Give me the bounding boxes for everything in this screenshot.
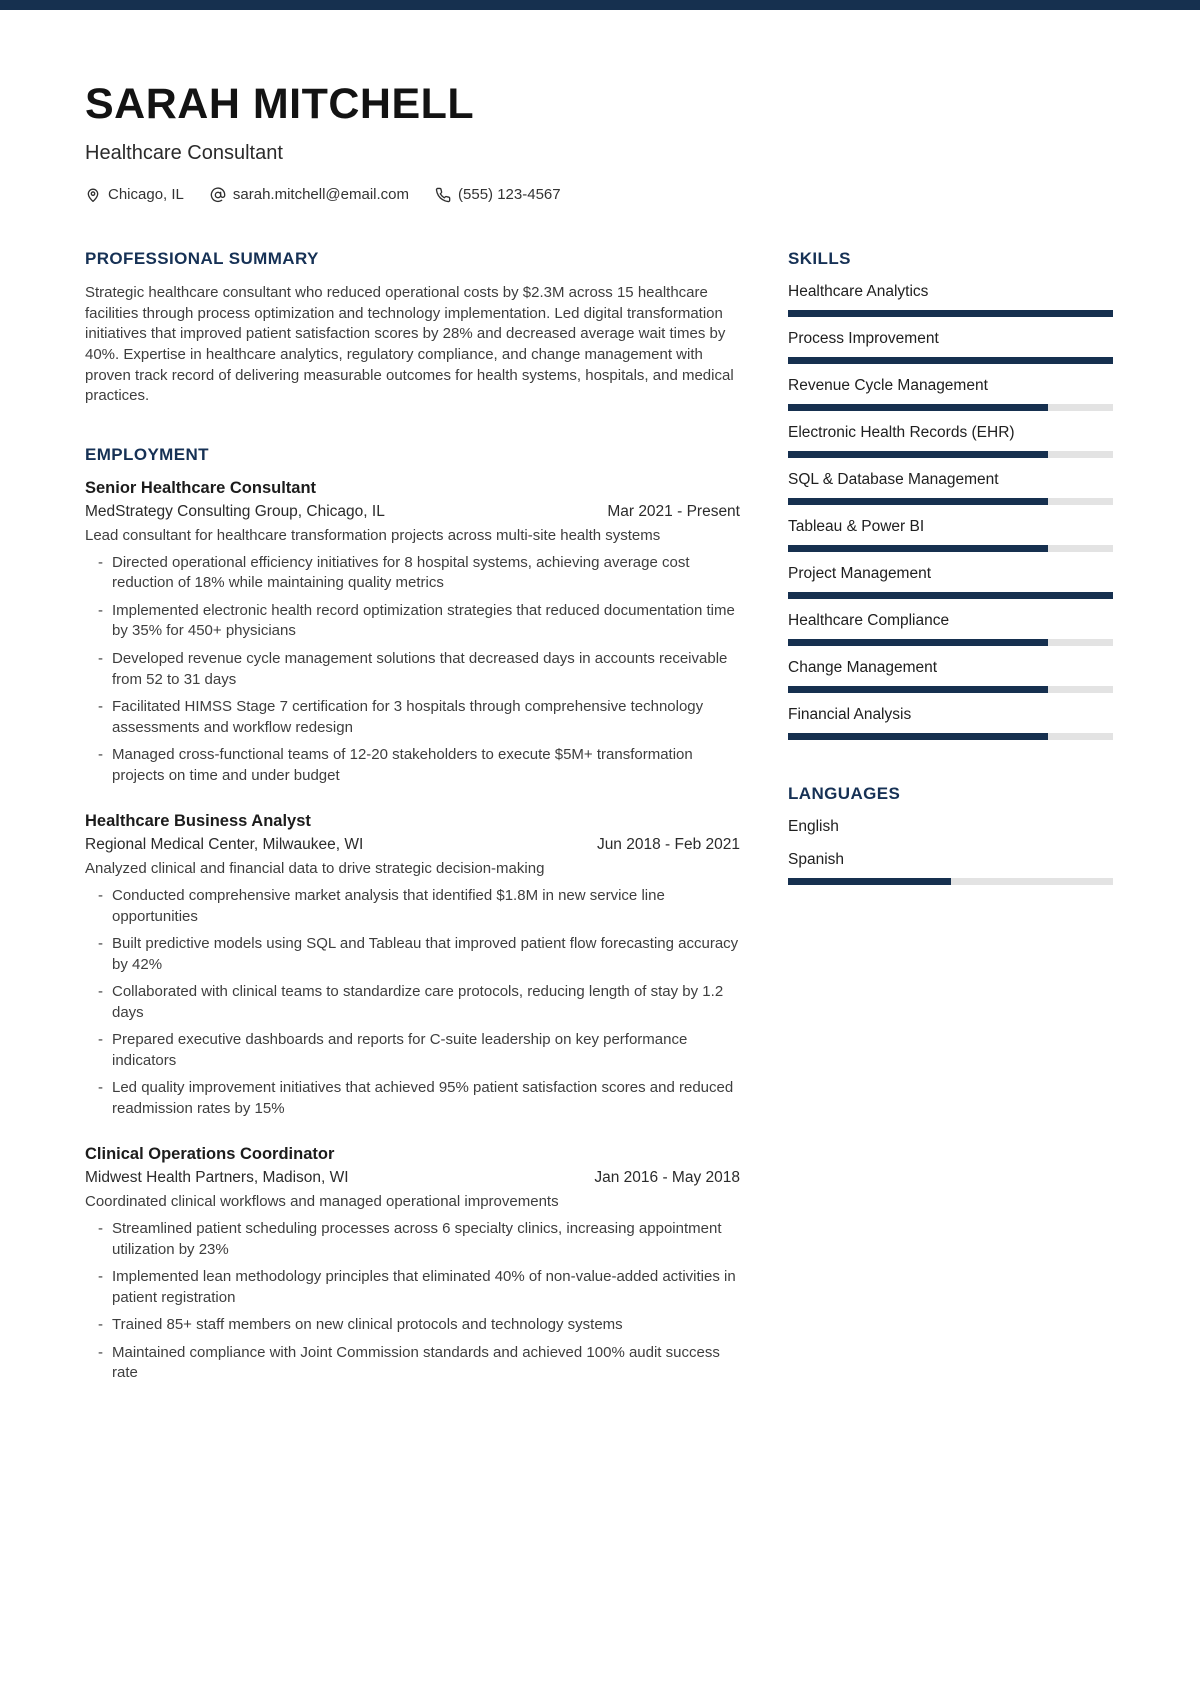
job-entry <box>85 1145 740 1384</box>
language-item <box>788 851 1113 885</box>
skill-item <box>788 612 1113 646</box>
skill-bar-fill <box>788 733 1048 740</box>
language-bar-fill <box>788 878 951 885</box>
professional-summary-section <box>85 249 740 407</box>
bullet-text: Conducted comprehensive market analysis that identified $1.8M in new service line opportunities <box>112 886 665 925</box>
skill-bar-track <box>788 404 1113 411</box>
bullet-dash-marker: - <box>98 746 103 764</box>
bullet-dash-marker: - <box>98 983 103 1001</box>
skill-item <box>788 706 1113 740</box>
resume-page <box>0 80 1200 1422</box>
job-title: Senior Healthcare Consultant <box>85 479 317 498</box>
job-company: Regional Medical Center, Milwaukee, WI <box>85 836 364 854</box>
skill-bar-track <box>788 686 1113 693</box>
summary-text: Strategic healthcare consultant who reduced operational costs by $2.3M across 15 healthcare facilities through process optimization and technology implementation. Led digital transformation initiatives that improved patient satisfaction scores by 28% and decreased average wait times by 40%. Expertise in healthcare analytics, regulatory compliance, and change management with proven track record of delivering measurable outcomes for health systems, hospitals, and medical practices. <box>85 284 734 405</box>
job-entry <box>85 812 740 1119</box>
bullet-dash-marker: - <box>98 1268 103 1286</box>
bullet-text: Built predictive models using SQL and Tableau that improved patient flow forecasting accuracy by 42% <box>112 935 739 973</box>
skill-bar-track <box>788 545 1113 552</box>
location-pin-icon <box>85 187 101 203</box>
skill-bar-fill <box>788 639 1048 646</box>
skill-item <box>788 659 1113 693</box>
job-meta-row <box>85 836 740 854</box>
job-title: Healthcare Business Analyst <box>85 812 311 831</box>
top-accent-bar <box>0 0 1200 10</box>
language-bar-track <box>788 878 1113 885</box>
bullet-dash-marker: - <box>98 886 103 904</box>
skill-bar-track <box>788 310 1113 317</box>
bullet-dash-marker: - <box>98 935 103 953</box>
contact-row <box>85 186 1113 203</box>
bullet-text: Facilitated HIMSS Stage 7 certification for 3 hospitals through comprehensive technology assessments and workflow redesign <box>112 698 704 736</box>
skill-item <box>788 377 1113 411</box>
bullet-text: Trained 85+ staff members on new clinical protocols and technology systems <box>112 1316 623 1334</box>
languages-section <box>788 784 1113 885</box>
bullet-dash-marker: - <box>98 1220 103 1238</box>
bullet-dash-marker: - <box>98 1031 103 1049</box>
skill-bar-fill <box>788 357 1113 364</box>
skill-bar-fill <box>788 686 1048 693</box>
job-bullet <box>98 1219 740 1260</box>
skill-name: Project Management <box>788 565 932 582</box>
bullet-text: Led quality improvement initiatives that achieved 95% patient satisfaction scores and reduced readmission rates by 15% <box>112 1079 734 1117</box>
person-name: SARAH MITCHELL <box>85 80 475 128</box>
employment-section <box>85 445 740 1384</box>
language-name: Spanish <box>788 851 845 868</box>
skills-section <box>788 249 1113 740</box>
bullet-dash-marker: - <box>98 1079 103 1097</box>
contact-phone <box>435 186 561 203</box>
bullet-text: Implemented lean methodology principles that eliminated 40% of non-value-added activities in patient registration <box>112 1268 736 1306</box>
phone-icon <box>435 187 451 203</box>
main-column <box>85 249 740 1422</box>
bullet-text: Managed cross-functional teams of 12-20 stakeholders to execute $5M+ transformation projects on time and under budget <box>112 746 693 784</box>
job-title: Clinical Operations Coordinator <box>85 1145 335 1164</box>
sidebar-column <box>788 249 1113 1422</box>
contact-location <box>85 186 184 203</box>
bullet-text: Implemented electronic health record optimization strategies that reduced documentation time by 35% for 450+ physicians <box>112 601 735 640</box>
employment-heading: EMPLOYMENT <box>85 445 209 465</box>
bullet-text: Directed operational efficiency initiatives for 8 hospital systems, achieving average cost reduction of 18% while maintaining quality metrics <box>112 553 690 592</box>
bullet-text: Prepared executive dashboards and reports for C-suite leadership on key performance indicators <box>112 1031 688 1069</box>
skill-name: Revenue Cycle Management <box>788 377 988 394</box>
languages-heading: LANGUAGES <box>788 784 901 803</box>
summary-heading: PROFESSIONAL SUMMARY <box>85 249 319 268</box>
contact-location-text: Chicago, IL <box>108 186 184 203</box>
skill-bar-fill <box>788 310 1113 317</box>
skill-bar-fill <box>788 404 1048 411</box>
skill-name: Healthcare Compliance <box>788 612 950 629</box>
job-lead: Coordinated clinical workflows and managed operational improvements <box>85 1193 559 1211</box>
bullet-dash-marker: - <box>98 698 103 716</box>
job-bullet <box>98 553 740 594</box>
job-bullet <box>98 1267 740 1308</box>
job-dates: Jun 2018 - Feb 2021 <box>596 836 740 854</box>
job-bullet <box>98 1078 740 1119</box>
job-bullet-list <box>85 1219 740 1384</box>
content-columns <box>85 249 1113 1422</box>
job-bullet <box>98 1030 740 1071</box>
bullet-text: Streamlined patient scheduling processes across 6 specialty clinics, increasing appointment utilization by 23% <box>112 1220 722 1258</box>
person-title: Healthcare Consultant <box>85 142 283 164</box>
job-bullet <box>98 697 740 738</box>
skill-item <box>788 424 1113 458</box>
bullet-dash-marker: - <box>98 1343 103 1361</box>
bullet-dash-marker: - <box>98 601 103 619</box>
email-at-icon <box>210 187 226 203</box>
bullet-dash-marker: - <box>98 650 103 667</box>
job-meta-row <box>85 503 740 521</box>
skill-bar-track <box>788 592 1113 599</box>
skill-bar-track <box>788 733 1113 740</box>
job-lead: Lead consultant for healthcare transformation projects across multi-site health systems <box>85 527 661 545</box>
language-name: English <box>788 818 839 835</box>
skills-heading: SKILLS <box>788 249 851 268</box>
job-bullet <box>98 982 740 1023</box>
skill-bar-track <box>788 498 1113 505</box>
job-dates: Jan 2016 - May 2018 <box>594 1169 740 1187</box>
header <box>85 80 1113 203</box>
job-bullet <box>98 934 740 975</box>
skill-item <box>788 565 1113 599</box>
skill-name: Healthcare Analytics <box>788 283 929 300</box>
language-item <box>788 818 1113 836</box>
job-dates: Mar 2021 - Present <box>607 503 740 521</box>
skill-name: Electronic Health Records (EHR) <box>788 424 1015 441</box>
bullet-dash-marker: - <box>98 1316 103 1334</box>
job-bullet <box>98 601 740 642</box>
skill-name: SQL & Database Management <box>788 471 999 488</box>
contact-email-text: sarah.mitchell@email.com <box>232 186 410 203</box>
skill-name: Change Management <box>788 659 938 676</box>
skill-bar-fill <box>788 451 1048 458</box>
skill-bar-track <box>788 639 1113 646</box>
skill-bar-fill <box>788 545 1048 552</box>
contact-email <box>210 186 409 203</box>
job-bullet <box>98 649 740 690</box>
skill-name: Tableau & Power BI <box>788 518 925 535</box>
skill-item <box>788 283 1113 317</box>
bullet-dash-marker: - <box>98 553 103 571</box>
skill-bar-fill <box>788 498 1048 505</box>
job-bullet <box>98 886 740 927</box>
job-bullet <box>98 1343 740 1384</box>
skill-item <box>788 330 1113 364</box>
skill-bar-track <box>788 357 1113 364</box>
job-company: Midwest Health Partners, Madison, WI <box>85 1169 349 1187</box>
skill-bar-fill <box>788 592 1113 599</box>
bullet-text: Developed revenue cycle management solutions that decreased days in accounts receivable from 52 to 31 days <box>112 650 728 688</box>
bullet-text: Collaborated with clinical teams to standardize care protocols, reducing length of stay by 1.2 days <box>112 983 724 1021</box>
skill-item <box>788 518 1113 552</box>
contact-phone-text: (555) 123-4567 <box>458 186 561 203</box>
skill-bar-track <box>788 451 1113 458</box>
bullet-text: Maintained compliance with Joint Commission standards and achieved 100% audit success rate <box>112 1343 720 1382</box>
job-bullet <box>98 1315 740 1336</box>
skill-name: Process Improvement <box>788 330 939 347</box>
job-bullet-list <box>85 553 740 786</box>
job-bullet-list <box>85 886 740 1119</box>
skill-item <box>788 471 1113 505</box>
skill-name: Financial Analysis <box>788 706 912 723</box>
job-lead: Analyzed clinical and financial data to drive strategic decision-making <box>85 860 545 878</box>
job-entry <box>85 479 740 786</box>
job-meta-row <box>85 1169 740 1187</box>
job-bullet <box>98 745 740 786</box>
job-company: MedStrategy Consulting Group, Chicago, IL <box>85 503 385 521</box>
